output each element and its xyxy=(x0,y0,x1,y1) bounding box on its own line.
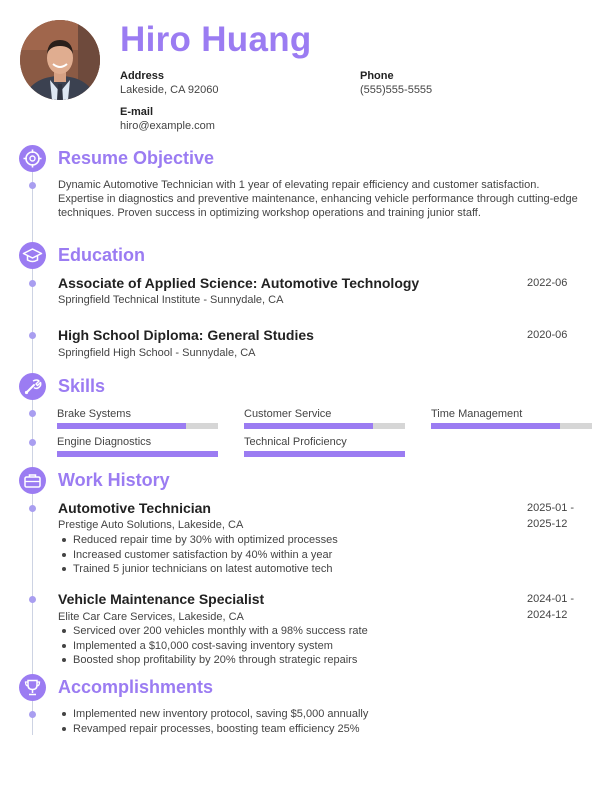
list-item: Boosted shop profitability by 20% through strategic repairs xyxy=(58,653,368,668)
list-item: Implemented a $10,000 cost-saving inventory system xyxy=(58,639,368,654)
timeline-dot xyxy=(29,182,36,189)
skill-label: Engine Diagnostics xyxy=(57,436,152,448)
trophy-icon xyxy=(19,674,46,701)
email-label: E-mail xyxy=(120,106,154,118)
education-school: Springfield High School - Sunnydale, CA xyxy=(58,347,256,359)
skill-item xyxy=(57,435,218,457)
list-item: Serviced over 200 vehicles monthly with a 98% success rate xyxy=(58,624,368,639)
education-date: 2022-06 xyxy=(527,277,568,289)
work-title: Work History xyxy=(58,470,170,490)
timeline-dot xyxy=(29,505,36,512)
job-date-end: 2025-12 xyxy=(527,518,568,530)
skill-bar-fill xyxy=(244,423,373,429)
skill-bar xyxy=(431,423,592,429)
phone-block xyxy=(360,69,432,97)
skill-label: Time Management xyxy=(431,408,523,420)
skill-bar-fill xyxy=(57,451,218,457)
profile-photo xyxy=(20,20,100,100)
skill-bar xyxy=(57,423,218,429)
skill-item xyxy=(431,407,592,429)
timeline-dot xyxy=(29,439,36,446)
job-bullets xyxy=(58,533,338,577)
job-date-start: 2025-01 - xyxy=(527,502,575,514)
timeline-dot xyxy=(29,711,36,718)
briefcase-icon xyxy=(19,467,46,494)
education-title: Education xyxy=(58,245,146,265)
skill-label: Brake Systems xyxy=(57,408,131,420)
list-item: Revamped repair processes, boosting team efficiency 25% xyxy=(58,722,368,737)
job-role: Vehicle Maintenance Specialist xyxy=(58,591,265,607)
education-school: Springfield Technical Institute - Sunnydale, CA xyxy=(58,294,284,306)
job-date xyxy=(527,591,574,623)
objective-text: Dynamic Automotive Technician with 1 year of elevating repair efficiency and customer satisfaction. Expertise in diagnostics and preventive maintenance, enhancing vehicle performance through cutting-edge techniques. Proven success in optimizing workshop operations and training junior staff. xyxy=(58,179,578,219)
skill-item xyxy=(57,407,218,429)
email-block xyxy=(120,105,215,133)
timeline-dot xyxy=(29,280,36,287)
accomplishments-title: Accomplishments xyxy=(58,677,214,697)
candidate-name: Hiro Huang xyxy=(120,20,312,59)
job-date-end: 2024-12 xyxy=(527,609,568,621)
skill-bar-fill xyxy=(431,423,560,429)
job-company: Elite Car Care Services, Lakeside, CA xyxy=(58,611,244,623)
list-item: Reduced repair time by 30% with optimized processes xyxy=(58,533,338,548)
education-degree: Associate of Applied Science: Automotive Technology xyxy=(58,275,420,291)
skill-label: Technical Proficiency xyxy=(244,436,347,448)
address-block xyxy=(120,69,218,97)
education-date: 2020-06 xyxy=(527,329,568,341)
job-date xyxy=(527,500,574,532)
accomplishment-bullets xyxy=(58,707,368,736)
list-item: Trained 5 junior technicians on latest automotive tech xyxy=(58,562,338,577)
skill-bar xyxy=(244,451,405,457)
list-item: Implemented new inventory protocol, saving $5,000 annually xyxy=(58,707,368,722)
job-company: Prestige Auto Solutions, Lakeside, CA xyxy=(58,519,244,531)
skill-label: Customer Service xyxy=(244,408,332,420)
objective-title: Resume Objective xyxy=(58,148,215,168)
timeline-dot xyxy=(29,332,36,339)
skill-item xyxy=(244,407,405,429)
education-degree: High School Diploma: General Studies xyxy=(58,327,314,343)
skills-icon xyxy=(19,373,46,400)
skills-title: Skills xyxy=(58,376,106,396)
skill-bar-fill xyxy=(57,423,186,429)
list-item: Increased customer satisfaction by 40% within a year xyxy=(58,548,338,563)
skill-bar xyxy=(57,451,218,457)
skill-bar xyxy=(244,423,405,429)
skill-item xyxy=(244,435,405,457)
target-icon xyxy=(19,145,46,172)
address-label: Address xyxy=(120,70,165,82)
job-bullets xyxy=(58,624,368,668)
job-date-start: 2024-01 - xyxy=(527,593,575,605)
phone-value: (555)555-5555 xyxy=(360,84,433,96)
skill-bar-fill xyxy=(244,451,405,457)
graduation-cap-icon xyxy=(19,242,46,269)
timeline-dot xyxy=(29,410,36,417)
phone-label: Phone xyxy=(360,70,394,82)
address-value: Lakeside, CA 92060 xyxy=(120,84,219,96)
job-role: Automotive Technician xyxy=(58,500,211,516)
timeline-dot xyxy=(29,596,36,603)
email-value: hiro@example.com xyxy=(120,120,215,132)
